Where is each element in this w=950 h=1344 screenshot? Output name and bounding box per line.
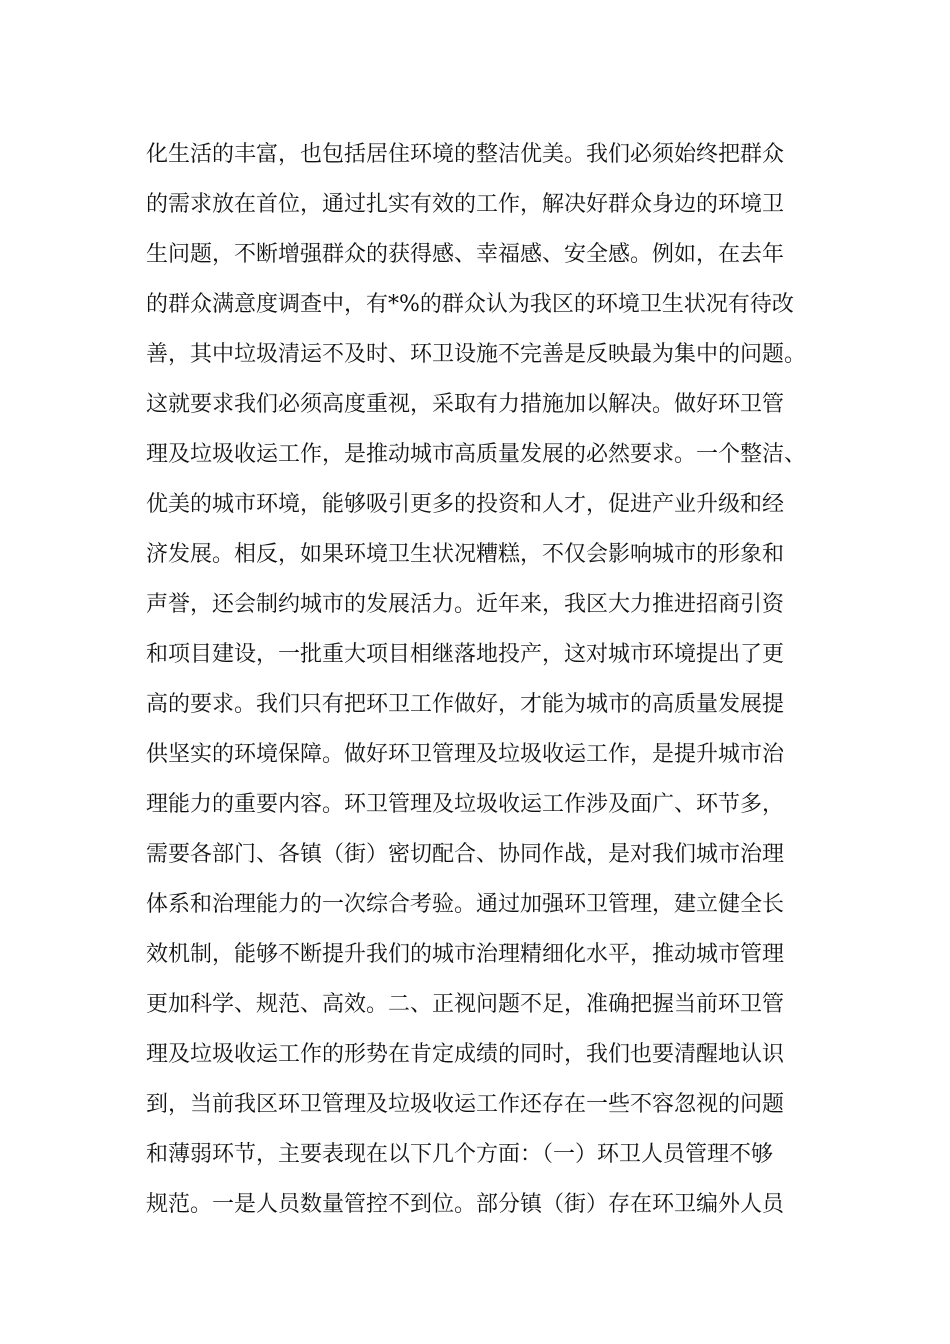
text-line: 生问题，不断增强群众的获得感、幸福感、安全感。例如，在去年 bbox=[146, 242, 785, 267]
text-line: 的需求放在首位，通过扎实有效的工作，解决好群众身边的环境卫 bbox=[146, 192, 785, 217]
text-line: 理及垃圾收运工作的形势在肯定成绩的同时，我们也要清醒地认识 bbox=[146, 1042, 785, 1067]
text-line: 理及垃圾收运工作，是推动城市高质量发展的必然要求。一个整洁、 bbox=[146, 442, 807, 467]
text-line: 到，当前我区环卫管理及垃圾收运工作还存在一些不容忽视的问题 bbox=[146, 1092, 785, 1117]
text-line: 更加科学、规范、高效。二、正视问题不足，准确把握当前环卫管 bbox=[146, 992, 785, 1017]
text-line: 和薄弱环节，主要表现在以下几个方面：（一）环卫人员管理不够 bbox=[146, 1142, 774, 1167]
body-text bbox=[146, 130, 846, 1230]
text-line: 规范。一是人员数量管控不到位。部分镇（街）存在环卫编外人员 bbox=[146, 1192, 785, 1217]
text-line: 和项目建设，一批重大项目相继落地投产，这对城市环境提出了更 bbox=[146, 642, 785, 667]
text-line: 这就要求我们必须高度重视，采取有力措施加以解决。做好环卫管 bbox=[146, 392, 785, 417]
text-line: 理能力的重要内容。环卫管理及垃圾收运工作涉及面广、环节多， bbox=[146, 792, 785, 817]
text-line: 供坚实的环境保障。做好环卫管理及垃圾收运工作，是提升城市治 bbox=[146, 742, 785, 767]
text-line: 声誉，还会制约城市的发展活力。近年来，我区大力推进招商引资 bbox=[146, 592, 785, 617]
text-line: 济发展。相反，如果环境卫生状况糟糕，不仅会影响城市的形象和 bbox=[146, 542, 785, 567]
text-line: 优美的城市环境，能够吸引更多的投资和人才，促进产业升级和经 bbox=[146, 492, 785, 517]
text-line: 化生活的丰富，也包括居住环境的整洁优美。我们必须始终把群众 bbox=[146, 142, 785, 167]
text-line: 高的要求。我们只有把环卫工作做好，才能为城市的高质量发展提 bbox=[146, 692, 785, 717]
text-line: 的群众满意度调查中，有*%的群众认为我区的环境卫生状况有待改 bbox=[146, 292, 794, 317]
text-line: 善，其中垃圾清运不及时、环卫设施不完善是反映最为集中的问题。 bbox=[146, 342, 807, 367]
text-line: 体系和治理能力的一次综合考验。通过加强环卫管理，建立健全长 bbox=[146, 892, 785, 917]
text-line: 效机制，能够不断提升我们的城市治理精细化水平，推动城市管理 bbox=[146, 942, 785, 967]
text-line: 需要各部门、各镇（街）密切配合、协同作战，是对我们城市治理 bbox=[146, 842, 785, 867]
